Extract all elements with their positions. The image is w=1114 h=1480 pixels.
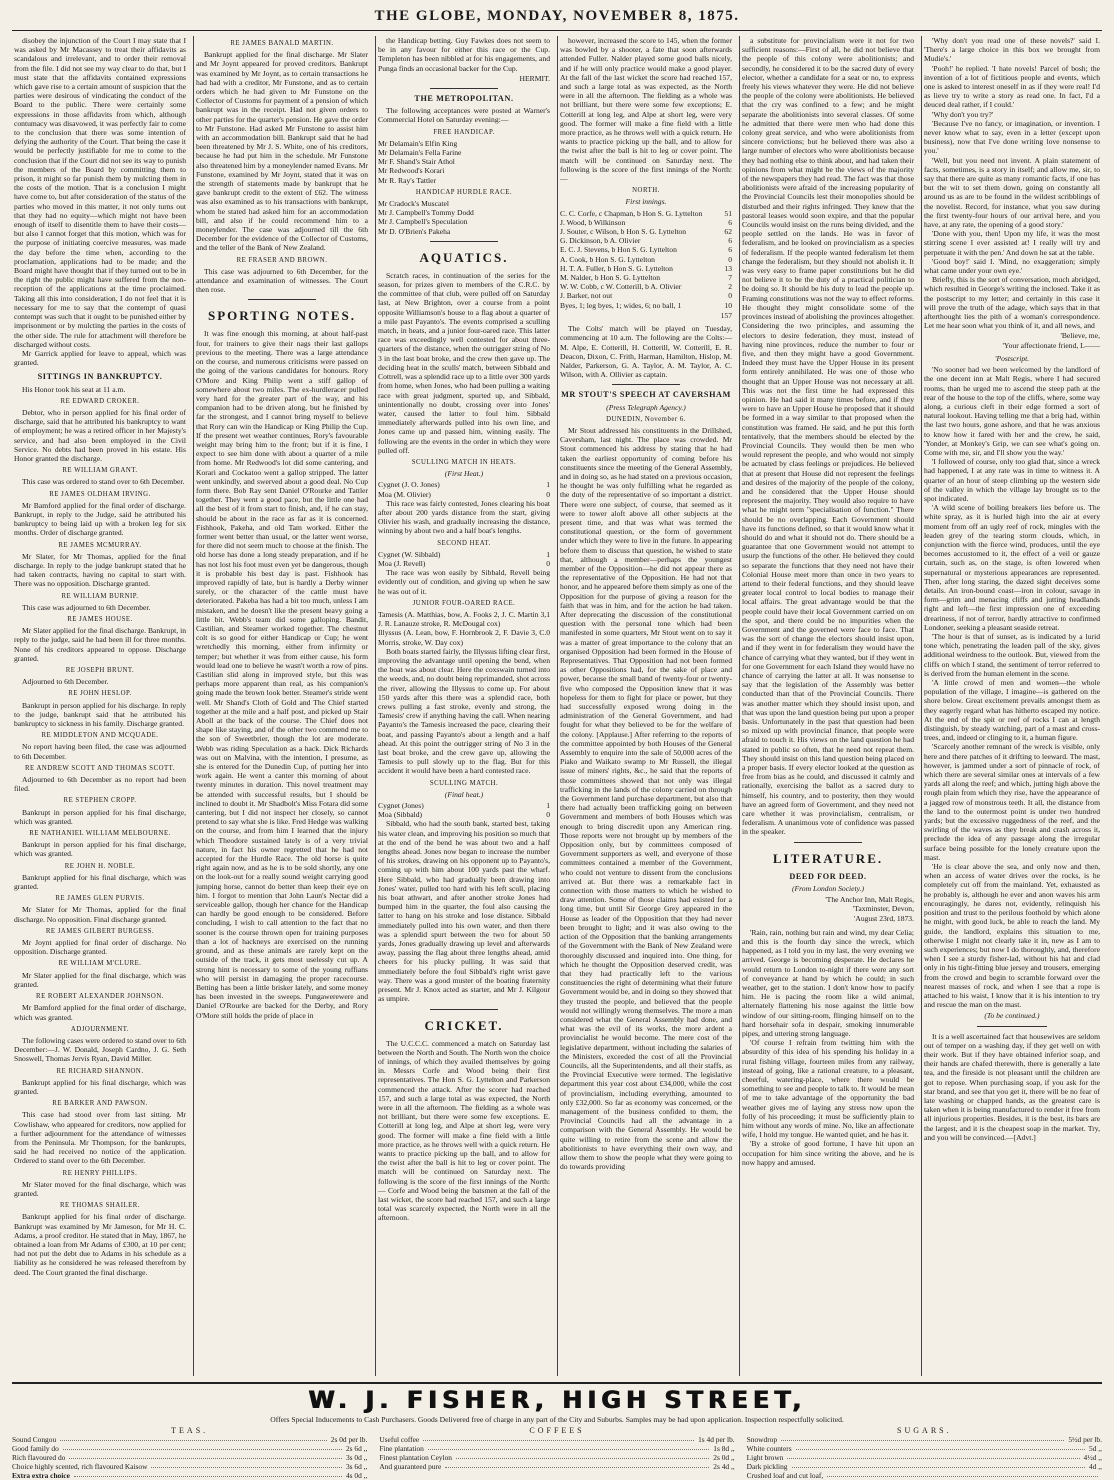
- result-name: W. W. Cobb, c W. Cotterill, b A. Olivier: [560, 282, 682, 292]
- price-row: [12, 1444, 367, 1453]
- case-heading: RE JAMES GLEN PURVIS.: [55, 895, 145, 903]
- price-value: 4s 0d ,,: [345, 1471, 368, 1480]
- result-name: H. T. A. Fuller, b Hon S. G. Lyttelton: [560, 263, 673, 273]
- price-item: Crushed loaf and cut loaf,: [746, 1471, 824, 1480]
- result-value: 0: [546, 489, 550, 499]
- coffees-list: [379, 1435, 734, 1471]
- dot-leader: [787, 1453, 1079, 1459]
- case-text: Mr Bamford applied for the final order of discharge. Bankrupt, in reply to the Judge, said he attributed his bankruptcy to being laid up with a broken leg for six months. Order of discharge granted.: [14, 500, 186, 538]
- result-name: G. Dickinson, b A. Olivier: [560, 236, 641, 246]
- story-closing: 'Believe, me,: [1060, 330, 1100, 340]
- story-text: 'Pooh!' he replied. 'I hate novels! Parcel of bosh; the invention of a lot of fictitious people and events, which one is asked to interest oneself in as if they were real! I'd as lieve try to write a story as read one. In fact, I'd a deuced deal rather, if I could.': [924, 63, 1100, 110]
- case-heading: RE JOHN HESLOP.: [68, 690, 132, 698]
- column-1: [14, 36, 186, 1376]
- case-heading: RE JOSEPH BRUNT.: [65, 667, 135, 674]
- press-agency: (Press Telegraph Agency.): [606, 402, 686, 412]
- divider: [430, 88, 499, 89]
- case-text: Mr Bamford applied for the final order of discharge, which was granted.: [14, 1003, 186, 1022]
- dot-leader: [827, 1471, 1098, 1477]
- case-heading: RE BARKER AND PAWSON.: [52, 1100, 148, 1108]
- case-text: Mr Joynt applied for final order of discharge. No opposition. Discharge granted.: [14, 938, 186, 957]
- coffees-heading: COFFEES: [529, 1426, 585, 1435]
- case-heading: RE JAMES HOUSE.: [67, 615, 133, 623]
- divider: [430, 241, 499, 242]
- price-row: [747, 1462, 1102, 1471]
- case-text: Bankrupt applied for the final discharge. Mr Slater and Mr Joynt appeared for proved creditors. Bankrupt was examined by Mr Joynt, as to certain transactions he had had with a creditor, Mr Funstone, and as to certain orders which he had given to Mr Funstone on the Collector of Customs for payment of a pension of which bankrupt was in the receipt. Had not given orders to other parties for the quarter's pension. He gave the order to Mr Funstone. Had asked Mr Funstone to assist him with an accommodation bill. Bankrupt said that he had been threatened by Mr J. S. White, one of his creditors, because he had put him in the schedule. Mr Funstone also threatened him by a moneylender named Evans. Mr Funstone, examined by Mr Joynt, stated that it was on the strength of statements made by bankrupt that he gave bankrupt credit to the extent of £62. The witness was also examined as to his transactions with bankrupt, whom he stated had asked him for an accommodation bill, and also if he could recommend him to a moneylender. The case was adjourned till the 6th December for the evidence of the Collector of Customs, and the teller of the Bank of New Zealand.: [196, 50, 368, 253]
- price-value: 3s 6d ,,: [345, 1462, 368, 1471]
- story-closing: 'Your affectionate friend, L——: [1002, 340, 1100, 350]
- price-row: [12, 1453, 367, 1462]
- story-text: 'A wild scene of boiling breakers lies before us. The white spray, as it is hurled high into the air at every moment from off an ugly reef of rock, mingles with the leaden grey of the tearing storm clouds, which, in conjunction with the fierce wind, produces, until the eye becomes accustomed to it, the effect of a veil or gauze curtain, such as, on the stage, is often lowered when supernatural or mysterious appearances are represented. Then, after long staring, the dazed sight deceives some details. An iron-bound coast—iron in colour, savage in form—grim and menacing cliffs and jutting headlands right and left—the first impression one of exceeding dreariness, if not of terror, hardly attractive to confirmed Londoner, seeking a pleasant seaside retreat.: [924, 503, 1100, 632]
- divider: [612, 384, 681, 385]
- first-heat-results: [378, 480, 550, 498]
- price-row: [12, 1435, 367, 1444]
- result-row: [378, 810, 550, 819]
- literature-heading: LITERATURE.: [772, 850, 884, 866]
- case-heading: RE WILLIAM GRANT.: [62, 467, 138, 475]
- price-item: White counters: [746, 1444, 792, 1453]
- free-handicap-list: [378, 139, 550, 185]
- result-value: 13: [724, 263, 732, 273]
- stout-speech-cont: a substitute for provincialism were it not for two sufficient reasons:—First of all, he did not believe that the people of this colony were abolitionists; and secondly, he considered it to be the sacred duty of every elector, whether a candidate for a seat or no, to express freely his views whatever they were. He did not believe the people of the colony were abolitionists. He believed that the cry was confined to a few; and he might separate the abolitionists into several classes. Of some he admitted that there were men who had done this colony great service, and who were abolitionists from sincere convictions; but he believed there was also a large number of electors who were abolitionists because they had nothing else to think about, and had taken their opinions from what might be the views of the majority of the newspapers they had read. The fact was that those abolitionists were afraid of the increasing popularity of the Provincial Councils lest their monopolies should be disturbed and their rights infringed. They knew that the pastoral leases would soon expire, and that the popular Councils would insist on the runs being divided, and the people settled on the lands. He was in favor of federalism, and he looked on provincialism as a species of federalism. If the people wanted federalism let them change the federalism, but they should not abolish it. It was very easy to frame paper constitutions but he did not believe it to be the duty of a practical politician to be doing so. It should be his duty to lead the people up. Framing constitutions was not the way to effect reforms. He thought they might consolidate some of the provinces instead of abolishing the provinces altogether. Considering the two principles, and assuming the electors to desire federation, they must, instead of having nine provinces, reduce the number to four or five, and then they might have a good Government. Indeed they must have the Upper House in its present form entirely annihilated. He was one of those who thought that an Upper House was not necessary at all. This was not the first time he had expressed this opinion. He had said it many times before, and if they were to have an Upper House he proposed that it should be formed in a way similar to that proposed when the constitution was framed. He said, and he put this forth tentatively, that the members should be elected by the Provincial Councils. They would then be men who would represent the people, and who would not simply be actuated by class feelings or prejudices. He believed that at present that House did not represent the feelings and desires of the majority of the people of the colony, and he considered that the Upper House should represent the majority. They would also require to have what he might term "specialisation of function." There should be no overlapping. Each Government should have its functions defined, so that it would know what it should do and what it should not do. There should be a guarantee that one Government would not attempt to usurp the functions of the other. He believed they could so separate the functions that they need not have their Colonial House meet more than once in two years to attend to their federal functions, and they should leave greater local control to local bodies to manage their local affairs. The great advantage would be that the people could have their local Government carried on on the spot, and there could be no impurities when the Government and the governed were face to face. That was the sort of change the electors should insist upon, and if they went in for federalism they would have the chance of carrying what they wanted, but if they went in for one Government for each Island they would have no chance of carrying the latter at all. It was nonsense to say that the legislation of the Assembly was better conducted than that of the Provincial Councils. There was another matter which they should insist upon, and that was upon the land question being put upon a proper basis. Unfortunately in the past that question had been so mixed up with provincial finance, that people were afraid to touch it. His views on the land question he had stated in public so often, that he need not repeat them. They should insist on this land question being placed on a proper basis. If every elector looked at the question as free from bias as he could, and discussed it calmly and rationally, exercising the ballot as a sacred duty to himself, his country, and to posterity, then they would have an agreed form of Government, and they need not care whether it was provincialism, centralism, or federalism. A unanimous vote of confidence was passed in the speaker.: [742, 36, 914, 837]
- cricket-text: The U.C.C.C. commenced a match on Saturday last between the North and South. The North won the choice of innings, of which they availed themselves by going in. Messrs Corfe and Wood being their first representatives. The Hon S. G. Lyttelton and Parkerson commenced the attack. After the scorer had reached 157, and such a large total as was expected, the North were in all the afternoon. The fielding as a whole was not brilliant, but there were some few exceptions. E. Cotterill at long leg, and Alpe at short leg, were very good. The former will make a fine field with a little more practice, as he throws well with a quick return. He wants to practice picking up the ball, and to allow for the twist after the ball is hit to leg or cover point. The match will be continued on Saturday next. The following is the score of the first innings of the North:— Corfe and Wood being the batsmen at the fall of the last wicket, the score had reached 157, and such a large total was scarcely expected, the North were in all the afternoon.: [378, 1038, 550, 1223]
- divider: [430, 1009, 499, 1010]
- result-value: 6: [728, 236, 732, 246]
- case-heading: RE THOMAS SHAILER.: [59, 1202, 141, 1210]
- case-heading: RE NATHANIEL WILLIAM MELBOURNE.: [29, 830, 171, 838]
- case-heading: RE RICHARD SHANNON.: [56, 1067, 144, 1075]
- dot-leader: [60, 1435, 327, 1441]
- result-row: [378, 628, 550, 646]
- acceptance-entry: Mr Delamain's Elfin King: [378, 138, 458, 148]
- postscript-label: 'Postscript.: [994, 353, 1030, 363]
- result-value: 1: [546, 480, 550, 490]
- score-row: [560, 291, 732, 300]
- junior-results: [378, 610, 550, 647]
- metropolitan-heading: THE METROPOLITAN.: [414, 94, 514, 104]
- story-address: 'The Anchor Inn, Malt Regis,: [825, 895, 914, 905]
- teas-column: [12, 1426, 367, 1480]
- result-name: M. Nalder, b Hon S. G. Lyttelton: [560, 273, 661, 283]
- column-3: [378, 36, 550, 1376]
- score-row: [560, 245, 732, 254]
- case-text: Bankrupt in person applied for his final discharge, which was granted.: [14, 807, 186, 826]
- result-value: 62: [724, 227, 732, 237]
- case-heading: RE MIDDLETON AND MCQUADE.: [41, 732, 159, 740]
- aquatics-heading: AQUATICS.: [419, 249, 509, 265]
- story-address: 'Taxminster, Devon,: [852, 904, 914, 914]
- case-text: Mr Slater applied for the final discharge. Bankrupt, in reply to the judge, said he had been ill for three months. None of his creditors appeared to oppose. Discharge granted.: [14, 626, 186, 663]
- price-value: 2s 4d ,,: [713, 1462, 735, 1471]
- dot-leader: [781, 1435, 1064, 1441]
- first-heat-label: (First Heat.): [444, 469, 484, 479]
- story-source: (From London Society.): [791, 883, 865, 893]
- first-innings-label: First innings.: [625, 197, 667, 207]
- column-4: [560, 36, 732, 1376]
- case-heading: RE JOHN H. NOBLE.: [64, 862, 136, 870]
- sugars-list: [747, 1435, 1102, 1480]
- price-value: 2s 6d ,,: [345, 1444, 368, 1453]
- aquatics-text: This race was fairly contested, Jones clearing his boat after about 200 yards distance from the start, giving Olivier his wash, and gradually increasing the distance, winning by about two and a half boat's lengths.: [378, 498, 550, 536]
- score-row: [560, 273, 732, 282]
- second-heat-results: [378, 550, 550, 568]
- result-name: Tamesis (A. Matthias, bow, A. Fooks 2, J. C. Martin 3, J. R. Lanauze stroke, R. McDougal cox): [378, 609, 547, 629]
- price-item: Sound Congou: [12, 1435, 57, 1444]
- case-text: Bankrupt in person applied for his discharge. In reply to the judge, bankrupt said that he attributed his bankruptcy to sickness in his family. Discharge granted.: [14, 700, 186, 729]
- result-value: 6: [728, 217, 732, 227]
- result-value: 0: [728, 254, 732, 264]
- final-results: [378, 801, 550, 819]
- sculling-heading: SCULLING MATCH IN HEATS.: [411, 458, 517, 466]
- aquatics-text: Scratch races, in continuation of the series for the season, for prizes given to members of the C.R.C. by the committee of that club, were pulled off on Saturday last, at New Brighton, over a course from a point opposite Williamson's house to a flag about a quarter of a mile past Payanto's. The events comprised a sculling match, in heats, and a junior four-oared race. This latter race was exceedingly well contested for about three-quarters of the distance, when the outrigger string of No 3 in the last boat broke, and the crew then gave up. The deciding heat in the sculls' match, between Sibbald and Cottrell, was a splendid race up to a little over 300 yards from home, when Jones, who had been pulling a waiting race with great judgment, spurted up, and Sibbald, unintentionally no doubt, crossing over into Jones' water, caused the latter to foul him. Sibbald immediately afterwards pulled into his own line, and Jones came up and passed him, winning easily. The following are the events in the order in which they were pulled off.: [378, 270, 550, 455]
- price-row: [12, 1462, 367, 1471]
- story-text: 'A little crowd of men and women—the whole population of the village, I imagine—is gathered on the shore below. Great excitement prevails amongst them as they eagerly regard what has hitherto escaped my notice. At the end of the spit or reef of rocks I can at length distinguish, by steady watching, part of a mast and cross-trees, and, indeed or clinging to it, a human figure.: [924, 678, 1100, 743]
- result-value: 7: [728, 273, 732, 283]
- case-text: Bankrupt applied for his final discharge, which was granted.: [14, 1077, 186, 1096]
- price-value: 5d ,,: [1089, 1444, 1102, 1453]
- result-row: [378, 801, 550, 810]
- price-value: 3s 0d ,,: [345, 1453, 368, 1462]
- price-item: Dark pickling: [746, 1462, 788, 1471]
- case-heading: RE JAMES GILBERT BURGESS.: [45, 927, 155, 935]
- coffees-column: [379, 1426, 734, 1480]
- price-row: [379, 1435, 734, 1444]
- case-text: No report having been filed, the case was adjourned to 6th December.: [14, 742, 186, 761]
- price-item: Good family do: [12, 1444, 59, 1453]
- price-item: Finest plantation Ceylon: [379, 1453, 452, 1462]
- dot-leader: [151, 1462, 342, 1468]
- stout-speech-text: Mr Stout addressed his constituents in the Drillshed, Caversham, last night. The place was crowded. Mr Stout commenced his address by stating that he had taken the earliest opportunity of coming before his constituents since the meeting of the General Assembly, and in doing so, as he had stated on a previous occasion, he thought he was only fulfilling what he regarded as the duty of the representative of so important a district. There were one subject, of course, that seemed as it were to tower aloft above all other subjects at the present time, and that was what was termed the constitutional question, or the form of government under which they were to live in the future. In appearing before them to discuss that question, he wished to state that, although a member—perhaps the youngest member of the Opposition—he did not appear there as the representative of the Opposition. He had not that honor, and he appeared before them simply as one of the Opposition for the purpose of giving a reason for the faith that was in him, and for the action he had taken. After deprecating the discussion of the constitutional question with the personal tone which had been manifested in some quarters, Mr Stout went on to say it was a matter of great importance to the colony that an organised Opposition had been formed in the House of Representatives. That Opposition had not been formed as other Oppositions had, for the sake of place and power, because the small band of twenty-four or twenty-five who composed the Opposition knew that it was hopeless for them to fight for place or power, but they had successfully exposed wrong doing in the administration of the General Government, and had fought for what they believed to be for the welfare of the colony. [Applause.] After referring to the reports of the committee appointed by both Houses of the General Assembly to enquire into the sale of 50,000 acres of the Piako and Waikato swamp to Mr Russell, the illegal issue of miners' rights, &c., he said that the reports of those committees showed that not only was illegal trafficking in the lands of the colony carried on through the Government land purchase department, but also that there had actually been trafficking going on between Government and members of both Houses which was enough to bring discredit upon any American ring. Those reports were not brought up by members of the Opposition only, but by committees composed of Government supporters as well, and everyone of those committees contained a member of the Government, who could not venture to dissent from the conclusions arrived at. But there was a remarkable fact in connection with those matters to which he wished to draw attention. Some of those claims had existed for a long time, but until Sir George Grey appeared in the House as leader of the Opposition that they had never been brought to light; and it was also owing to the action of the Opposition that the banking arrangements of the Government with the Bank of New Zealand were thoroughly discussed and inquired into. One thing, for which he thought the Opposition deserved credit, was that they had practically left to the various constituencies the right of determining what their future Government would be, and in doing so they showed that they trusted the people, and believed that the people would not willingly wrong themselves. The more a man considered what the General Assembly had done, and what was the evil of its works, the more ardent a provincialist he would become. The mere cost of the legislative department, without including the salaries of the Ministers, exceeded the cost of all the Provincial Councils, all the Superintendents, and all their staffs, as the Provincial Executive were termed. The legislative department this year cost about £34,000, while the cost of provincialism, including everything, amounted to only £32,000. So far as economy was concerned, or the management of the business confided to them, the Provincial Councils had all the advantage in a comparison with the General Assembly. He would be quite willing to retire from the scene and allow the abolitionists to have everything their own way, and allow them to show the people what they were going to do towards providing: [560, 425, 732, 1172]
- cricket-text-cont: however, increased the score to 145, when the former was bowled by a shooter, a fate that soon afterwards attended Fuller. Nalder played some good balls nicely, and if he will only practice would make a good player. At the fall of the last wicket the score had reached 157, and such a large total as was expected, as the North were in all the afternoon. The fielding as a whole was not brilliant, but there were some few exceptions; E. Cotterill at long leg, and Alpe at short leg, were very good. The former will make a fine field with a little more practice, as he throws well with a quick return. He wants to practice picking up the ball, and to allow for the twist after the ball is hit to leg or cover point. The match will be continued on Saturday next. The following is the score of the first innings of the North:—: [560, 36, 732, 184]
- fisher-advertisement: [12, 1382, 1102, 1480]
- result-name: Illyssus (A. Lean, bow, F. Hornbrook 2, F. Davie 3, C. Morris, stroke, W. Day cox): [378, 628, 547, 647]
- dot-leader: [423, 1435, 694, 1441]
- masthead-rule: [12, 30, 1102, 31]
- cricket-heading: CRICKET.: [424, 1017, 504, 1033]
- story-text: 'Scarcely another remnant of the wreck is visible, only here and there patches of it drifting to leeward. The mast, however, is jammed under a sort of pinnacle of rock, of which there are several similar ones at intervals of a few yards all along the reef; and which, jutting high above the rough plain from which they rise, have the appearance of a jagged row of monstrous teeth. It all, the distance from the land to the outermost point is under two hundred yards; but the excessive ruggedness of the reef, and the swirling of the waves as they break and crash across it, preclude the idea of any passage along the irregular surface being possible for the lonely creature upon the mast.: [924, 742, 1100, 862]
- acceptance-entry: Mr F. Shand's Stair Athol: [378, 157, 455, 167]
- sittings-heading: SITTINGS IN BANKRUPTCY.: [37, 372, 163, 382]
- result-row: [378, 559, 550, 568]
- case-heading: ADJOURNMENT.: [70, 1025, 130, 1033]
- price-value: 1s 8d ,,: [713, 1444, 735, 1453]
- dot-leader: [456, 1453, 709, 1459]
- result-name: Moa (Sibbald): [378, 810, 423, 820]
- result-value: 10: [724, 300, 732, 310]
- case-text: Mr Slater moved for the final discharge, which was granted.: [14, 1179, 186, 1198]
- result-row: [378, 480, 550, 489]
- price-value: 1s 4d per lb.: [698, 1435, 735, 1444]
- sporting-heading: SPORTING NOTES.: [207, 308, 356, 324]
- price-item: Choice highly scented, rich flavoured Kaisow: [12, 1462, 148, 1471]
- junior-heading: JUNIOR FOUR-OARED RACE.: [412, 599, 516, 607]
- result-value: 1: [546, 801, 550, 811]
- case-text: Mr Slater applied for the final discharge, which was granted.: [14, 970, 186, 989]
- price-item: Extra extra choice: [12, 1471, 70, 1480]
- case-text: This case was adjourned to 6th December, for the attendance and examination of witnesses. The Court then rose.: [196, 266, 368, 295]
- stout-heading: MR STOUT'S SPEECH AT CAVERSHAM: [561, 390, 731, 400]
- story-text: 'The hour is that of sunset, as is indicated by a lurid tone which, penetrating the leaden pall of the sky, gives additional weirdness to the outlook. But, viewed from the cliffs on which I stand, the sentiment of terror referred to is derived from the human element in the scene.: [924, 632, 1100, 678]
- score-row: [560, 227, 732, 236]
- result-value: 1: [546, 609, 550, 619]
- story-text: Briefly, this is the sort of conversation, much abridged, which resulted in George's writing the inclosed. Take it as the postscript to my letter; and certainly in this case it will prove the truth of the adage, which says that in that afterthought lies the pith of a woman's correspondence. Let me hear soon what you think of it, and all news, and: [924, 275, 1100, 331]
- sugars-heading: SUGARS.: [897, 1426, 952, 1435]
- story-text: 'He is clear above the sea, and only now and then, when an access of water drives over the rocks, is he completely cut off from the mainland. Yet, exhausted as he probably is, although he ever and anon waves his arm encouragingly, he dares not, evidently, relinquish his position and trust to the perilous foothold by which alone he might, with good luck, be able to reach the land. My guide, the landlord, explains this situation to me, otherwise I might not clearly take it in, new as I am to such experiences; but now I do thoroughly, and, therefore when I see a sturdy fisher-lad, without his hat and clad only in his tight-fitting blue jersey and trousers, emerging from the crowd and begin to scramble forward over the nearest masses of rock, and when I see that a rope is attached to his waist, I know that it is his intention to try and rescue the man on the mast.: [924, 862, 1100, 1010]
- result-name: Moa (J. Revell): [378, 558, 426, 568]
- score-row: [560, 282, 732, 291]
- result-name: A. Cook, b Hon S. G. Lyttelton: [560, 254, 655, 264]
- dot-leader: [74, 1471, 342, 1477]
- story-date: 'August 23rd, 1873.: [853, 914, 914, 924]
- result-value: 6: [728, 245, 732, 255]
- story-text: 'Good boy!' said I. 'Mind, no exaggeration; simply what came under your own eye.': [924, 256, 1100, 276]
- result-value: 0: [546, 628, 550, 638]
- case-heading: RE JAMES MCMURRAY.: [58, 541, 142, 549]
- score-row: [560, 218, 732, 227]
- case-text: Debtor, who in person applied for his final order of discharge, said that he attributed his bankruptcy to want of employment; he was a retired officer in her Majesty's service, and had also been employed in the Civil Service. No debts had been proved in his estate. His Honor granted the discharge.: [14, 407, 186, 463]
- score-row: [560, 264, 732, 273]
- scorecard: [560, 209, 732, 310]
- result-value: 0: [546, 810, 550, 820]
- price-value: 5½d per lb.: [1068, 1435, 1102, 1444]
- result-name: Cygnet (W. Sibbald): [378, 549, 441, 559]
- case-text: The following cases were ordered to stand over to 6th December:—J. W. Donald, Joseph Cardno, J. G. Seth Snoswell, Thomas Jervis Ryan, David Miller.: [14, 1035, 186, 1064]
- case-heading: RE WILLIAM M'CLURE.: [58, 960, 142, 968]
- story-text: 'Why don't you read one of these novels?' said I. 'There's a large choice in this box we brought from Mudie's.': [924, 36, 1100, 64]
- result-row: [378, 550, 550, 559]
- dot-leader: [428, 1444, 709, 1450]
- divider: [794, 842, 863, 843]
- judgment-text: disobey the injunction of the Court I may state that I was asked by Mr Macassey to treat their affidavits as scandalous and irrelevant, and to order their removal from the file. I did not see my way clear to do that, but I must state that the affidavits contained expressions which gave rise to a certain amount of suspicion that the parties were desirous of vindicating the conduct of the Board to the public. There were certainly some expressions in those affidavits from which, although contumacy was disavowed, it was perfectly fair to come to the conclusion that there was some intention of defying the authority of the Court. That being the case it would be perfectly justifiable for me to come to the conclusion that if the Court did not see its way to punish the members of the Board by committing them to prison, it might so far punish them by mulcting them in the costs of the motion. That is a conclusion I might have come to, but after consideration of the status of the parties who moved in this matter, it not only turns out that they had no equity—which might not have been enough of itself to disentitle them to have their costs—but also I cannot forget that this motion, which was for the purpose of initiating coercive measures, was made the day before the time when, according to the proclamation, applications had to be made; and the Board might have thought that if they turned out to be in the right the public might have suffered from the non-reception of the applications at the time proclaimed. Taking all this into consideration, I do not feel that it is necessary for me to say that the contempt of quasi contempt was such that it ought to be punished either by imprisonment or by mulcting the parties in the costs of the other side. The rule for attachment will therefore be discharged without costs.: [14, 36, 186, 349]
- price-item: Light brown: [746, 1453, 784, 1462]
- case-heading: RE WILLIAM BURNIP.: [61, 592, 139, 600]
- price-item: Snowdrop: [746, 1435, 778, 1444]
- result-name: Cygnet (J. O. Jones): [378, 480, 440, 490]
- sporting-text-cont: the Handicap betting. Guy Fawkes does not seem to be in any favour for either this race or the Cup. Templeton has been nibbled at for his engagements, and Punga finds an occasional backer for the Cup.: [378, 36, 550, 73]
- acceptance-entry: Mr Redwood's Korari: [378, 166, 445, 176]
- case-text: This case had stood over from last sitting. Mr Cowlishaw, who appeared for creditors, now applied for a further adjournment for the attendance of witnesses from the Peninsula. Mr Thompson, for the bankrupts, said he had received no notice of the application. Ordered to stand over to the 6th December.: [14, 1110, 186, 1166]
- sugars-column: [747, 1426, 1102, 1480]
- case-text: Mr Slater for Mr Thomas, applied for the final discharge. No opposition. Final discharge granted.: [14, 905, 186, 924]
- aquatics-text: The race was won easily by Sibbald, Revell being evidently out of condition, and giving up when he saw he was out of it.: [378, 568, 550, 596]
- price-row: [12, 1471, 367, 1480]
- case-heading: RE STEPHEN CROPP.: [63, 797, 137, 805]
- price-value: 4½d ,,: [1083, 1453, 1102, 1462]
- metropolitan-intro: The following acceptances were posted at Warner's Commercial Hotel on Saturday evening:—: [378, 106, 550, 125]
- story-text: 'Well, but you need not invent. A plain statement of facts, sometimes, is a story in itself; and allow me, sir, to say that there are quite as many romantic facts, if one has but the wit to set them down, going on constantly all around us as are to be found in the wildest scribblings of the novelist. Record, for instance, what you saw during the first twenty-four hours of our arrival here, and you have, at any rate, the opening of a good story.': [924, 155, 1100, 230]
- signature: HERMIT.: [519, 73, 550, 83]
- acceptance-entry: Mr Cradock's Muscatel: [378, 199, 449, 209]
- case-heading: RE JAMES OLDHAM IRVING.: [49, 490, 151, 498]
- score-total: 157: [720, 310, 732, 320]
- result-value: 0: [546, 558, 550, 568]
- advert-title: W. J. FISHER, HIGH STREET,: [307, 1386, 807, 1414]
- dot-leader: [63, 1444, 342, 1450]
- story-title: DEED FOR DEED.: [789, 871, 867, 881]
- story-text: 'I followed of course, only too glad that, since a wreck had happened, I at any rate was in time to witness it. A quarter of an hour of steep climbing up the western side of the valley in which the village lay brought us to the spot indicated.: [924, 457, 1100, 503]
- case-heading: RE ANDREW SCOTT AND THOMAS SCOTT.: [24, 764, 176, 772]
- case-text: Bankrupt in person applied for his final discharge, which was granted.: [14, 840, 186, 859]
- hurdle-list: [378, 199, 550, 236]
- aquatics-text: Sibbald, who had the south bank, started best, taking his water clean, and improving his position so much that at the end of the bend he was about two and a half lengths ahead. Jones now began to increase the number of his strokes, drawing on his opponent up to Payanto's, coming up with him about 100 yards past the wharf. Here Sibbald, who had gradually been drawing into Jones' water, pulled too hard with his left scull, placing his boat athwart, and after another stroke Jones had bumped him in the quarter, the foul also causing the latter to hang on his stroke and lose distance. Sibbald immediately pulled into his own water, and then there was a splendid spurt between the two for about 50 yards, Jones gradually drawing up level and afterwards away, passing the flag about three lengths ahead, amid cheers for his plucky pulling. It was said that immediately before the foul Sibbald's right wrist gave way. There was a good muster of the boating fraternity present. Mr J. Knox acted as starter, and Mr J. Kilgour as umpire.: [378, 819, 550, 1004]
- to-be-continued: (To be continued.): [984, 1011, 1040, 1021]
- story-text: 'Why don't you try?': [932, 109, 994, 119]
- price-item: Rich flavoured do: [12, 1453, 66, 1462]
- result-value: 2: [728, 282, 732, 292]
- bankruptcy-cases: [14, 397, 186, 1277]
- story-text: 'Because I've no fancy, or imagination, or invention. I never know what to say, even in a letter (except upon business), now that I've done writing love nonsense to you.': [924, 118, 1100, 156]
- story-text: 'Done with you, then! Upon my life, it was the most stirring scene I ever assisted at! I really will try and perpetuate it with the pen.' And down he sat at the table.: [924, 229, 1100, 257]
- price-item: Useful coffee: [379, 1435, 420, 1444]
- price-row: [379, 1453, 734, 1462]
- result-name: Moa (M. Olivier): [378, 489, 431, 499]
- story-text: 'Of course I refrain from twitting him with the absurdity of this idea of his spending his holiday in a rural fishing village, fourteen miles from any railway, instead of going, like a rational creature, to a pleasant, cheerful, watering-place, where there would be something to see and people to talk to. It would be mean of me to take advantage of the opportunity the bad weather gives me of laying any stress now upon the folly of his proceeding; it must be sufficiently plain to him without any words of mine. No, like an affectionate wife, I hold my tongue. He wanted quiet, and he has it.: [742, 1038, 914, 1140]
- masthead: THE GLOBE, MONDAY, NOVEMBER 8, 1875.: [374, 8, 740, 24]
- result-value: 1: [546, 549, 550, 559]
- result-value: 0: [728, 291, 732, 301]
- result-name: J. Wood, b Wilkinson: [560, 217, 626, 227]
- price-value: 4d ,,: [1089, 1462, 1102, 1471]
- acceptance-entry: Mr J. Campbell's Tommy Dodd: [378, 208, 474, 218]
- column-5: [742, 36, 914, 1376]
- story-text: 'By a stroke of good fortune, I have hit upon an occupation for him since writing the above, and he is now happy and amused.: [742, 1139, 914, 1167]
- price-row: [379, 1444, 734, 1453]
- acceptance-entry: Mr D. O'Brien's Pakeha: [378, 226, 451, 236]
- acceptance-entry: Mr J. Campbell's Speculation: [378, 217, 468, 227]
- score-row: [560, 236, 732, 245]
- score-row: [560, 301, 732, 310]
- case-text: Mr Slater, for Mr Thomas, applied for the final discharge. In reply to the judge bankrupt stated that he had taken contracts, having no capital to start with. There was no opposition. Discharge granted.: [14, 551, 186, 589]
- case-heading: RE JAMES BANALD MARTIN.: [230, 40, 334, 47]
- second-heat-label: SECOND HEAT.: [437, 539, 491, 547]
- acceptance-entry: Mr Delamain's Fella Farine: [378, 148, 462, 158]
- case-text: This case was ordered to stand over to 6th December.: [22, 477, 185, 487]
- case-text: Bankrupt applied for his final discharge, which was granted.: [14, 872, 186, 892]
- north-heading: NORTH.: [632, 187, 660, 195]
- story-text: 'Rain, rain, nothing but rain and wind, my dear Celia; and this is the fourth day since the wreck, which happened, as I told you in my last, the very evening we arrived. George is becoming desperate. He declares he would return to London to-night if there were any sort of conveyance at hand by which he could; in such weather, get to the station. I don't know how to pacify him. He is pacing the room like a wild animal, alternately flattening his nose against the little bow window of our sitting-room, flinging himself on to the hard horsehair sofa in despair, smoking innumerable pipes, and uttering strong language.: [742, 927, 914, 1038]
- case-heading: RE ROBERT ALEXANDER JOHNSON.: [36, 993, 164, 1001]
- teas-heading: TEAS.: [171, 1426, 209, 1435]
- price-row: [747, 1453, 1102, 1462]
- free-handicap-heading: FREE HANDICAP.: [433, 128, 495, 136]
- sporting-text: It was fine enough this morning, at about half-past four, for trainers to give their nags their last gallops previous to the meeting. There was a large attendance on the course, and numerous criticisms were passed on the going of the various candidates for honours. Rory O'More and King Philip went a stiff gallop of somewhere about two miles. The ex-hurdleracer pulled very hard for the greater part of the way, and his companion had to be driven along, but he finished by far the strongest, and I cannot bring myself to believe that Rory can win the Handicap or King Philip the Cup. If the present wet weather continues, Rory's favourable weight may bring him to the front; but if it is fine, I expect to see him done with about a quarter of a mile from home. Mr Redwood's lot did some cantering, and Korari and Cockatoo went a gallop stripped. The latter went unkindly, and swerved about a good deal. No Cup form there. Bob Ray sent Daniel O'Rourke and Tattler together. They went a good pace, but the little one had all the best of it from start to finish, and, if he can stay, should be about in the race as far as it is concerned. Fishhook, Pakeha, and old Tam worked. Either the former went better than usual, or the latter went worse, for there did not seem much to choose at the finish. The old horse has done a long steady preparation, and if he has not lost his foot must even yet be dangerous, though it is probable his best day is past. Fishhook has improved rapidly of late, but is hardly a Derby winner surely, or the character of the cattle must have deteriorated. Pakeha has had a bit too much, unless I am mistaken, and he doesn't like the present heavy going a little bit. Webb's team did some galloping. Bandit, Castilian, and Steamer worked together. The chestnut colt is so good for either Handicap or Cup; he went wretchedly this morning, either from infirmity or temper; but whether it was from either cause, his form would lead one to believe he wasn't worth a row of pins. Castilian slid along in improved style, but this was perhaps more apparent than real, as his companion's going made the brown look better. Steamer's stride went well. Mr Shand's Cloth of Gold and The Chief started together at the mile and a half post, and picked up Stair Aboll at the back of the course. The Chief does not shape like staying, and of the other two commend me to the son of Sweetbrier, though the lot are moderate. Webb was riding Speculation as a hack. Dick Richards was out on Malvina, with the intention, I presume, as she is entered for the Dunedin Cup, of putting her into work again. He went a canter this morning of about twenty minutes in duration. This novel treatment may be attended with successful results, but I should be inclined to doubt it. Mr Shadbolt's Miss Fotara did some cantering, but I did not inspect her closely, so cannot pretend to say what she is like. Fred Hedge was walking on the course, and from him I learned that the injury which Theodore sustained lately is of a very trivial nature, in fact his owner regretted that he had not accepted for the Hurdle Race. The old horse is quite right again now, and as he is to be sold shortly, any one on the look-out for a really sound weight carrying good jumping horse, cannot do better than keep their eye on him. I forgot to mention that John Laun's Nectar did a serviceable gallop, though her chance for the Handicap can hardly be good enough to be considered. Before concluding, I wish to call attention to the fact that no sooner is the course thrown open for training purposes than a lot of hackneys are exercised on the running ground, and as these animals are rarely kept on the outside of the track, it gets most uselessly cut up. A strong hint is necessary to some of the young ruffians who will persist in damaging the proper racecourse. Betting has been a little brisker lately, and some money has been invested in the sweeps. Pungawerewere and Daniel O'Rourke are backed for the Derby, and Rory O'More still holds the pride of place in: [196, 329, 368, 1020]
- advert-subtitle: Offers Special Inducements to Cash Purchasers. Goods Delivered free of charge in any part of the City and Suburbs. Samples may be had upon application. Inspection respectfully solicited.: [270, 1415, 844, 1424]
- result-value: 51: [724, 208, 732, 218]
- column-2: [196, 36, 368, 1376]
- price-row: [747, 1435, 1102, 1444]
- case-heading: RE FRASER AND BROWN.: [236, 256, 328, 264]
- soap-advert-text: It is a well ascertained fact that housewives are seldom out of temper on a washing day, if they get well on with their work. But if they have obtained inferior soap, and their hands are chafed therewith, there is generally a late tea, and the fireside is not pleasant until the children are got to repose. When purchasing soap, if you ask for the star brand, and see that you get it, there will be no fear of late washing or chapped hands, as the greatest care is taken when it is being manufactured to render it free from all injurious properties. Besides, it is the best, its bars are the largest, and it is the cheapest soap in the market. Try, and you will be convinced.—[Advt.]: [924, 1031, 1100, 1142]
- price-row: [379, 1462, 734, 1471]
- score-row: [560, 209, 732, 218]
- dot-leader: [792, 1462, 1086, 1468]
- teas-list: [12, 1435, 367, 1480]
- case-text: Adjourned to 6th December.: [22, 677, 109, 687]
- price-value: 2s 0d ,,: [713, 1453, 735, 1462]
- result-row: [378, 610, 550, 628]
- price-value: 2s 0d per lb.: [330, 1435, 368, 1444]
- result-name: Cygnet (Jones): [378, 801, 424, 811]
- result-name: Byes, 1; leg byes, 1; wides, 6; no ball, 1: [560, 300, 682, 310]
- case-text: This case was adjourned to 6th December.: [22, 602, 151, 612]
- case-heading: RE HENRY PHILLIPS.: [62, 1169, 138, 1177]
- result-name: J. Souter, c Wilson, b Hon S. G. Lyttelton: [560, 227, 687, 237]
- divider: [977, 1026, 1047, 1027]
- result-row: [378, 490, 550, 499]
- aquatics-text: Both boats started fairly, the Illyssus lifting clear first, improving the advantage until opening the bend, when the boat was about clear. Here the coxswain turned into the weeds, and, no doubt being reprimanded, shot across the river, allowing the Illyssus to come up. For about 150 yards after this there was a splendid race, both crews pulling a fast stroke, evenly and strong, the Tamesis' crew if anything having the call. When nearing Payanto's the Tamesis increased the pace, clearing their boat, and passing Payanto's about a length and a half ahead. At this point the outrigger string of No 3 in the last boat broke, and the crew gave up, allowing the Tamesis to pull slowly up to the flag. But for this accident it would have been a hard contested race.: [378, 646, 550, 776]
- dot-leader: [445, 1462, 709, 1468]
- colts-text: The Colts' match will be played on Tuesday, commencing at 10 a.m. The following are the Colts:—M. Alpe, E. Cotterill, H. Cotterill, W. Cotterill, E. R. Deacon, Dixon, C. Frith, Harman, Hamilton, Hislop, M. Nalder, Parkerson, G. A. Taylor, A. M. Taylor, A. C. Wilson, with A. Ollivier as captain.: [560, 324, 732, 380]
- score-row: [560, 255, 732, 264]
- dot-leader: [796, 1444, 1085, 1450]
- story-text: 'No sooner had we been welcomed by the landlord of the one decent inn at Malt Regis, where I had secured rooms, than he urged me to ascend the steep path at the rear of the house to the top of the cliffs, where, some way along, a curious cleft in their edge formed a sort of natural lookout. Having telling me that a brig had, within the last two hours, gone ashore, and that he was anxious to know how it fared with her and the crew, he said, 'Yonder, at Monkey's Grip, we can see what's going on. Come with me, sir, and I'll show you the way.': [924, 365, 1100, 457]
- result-name: E. C. J. Stevens, b Hon S. G. Lyttelton: [560, 245, 677, 255]
- column-6: [924, 36, 1100, 1376]
- price-item: Fine plantation: [379, 1444, 424, 1453]
- case-text: Bankrupt applied for his final order of discharge. Bankrupt was examined by Mr Jameson, for Mr H. C. Adams, a proof creditor. He stated that in May, 1867, he obtained a loan from Mr Adams of £300, at 10 per cent; had not put the debt due to Adams in his schedule as a liability as he considered he was released therefrom by deed. The Court granted the final discharge.: [14, 1212, 186, 1277]
- case-text: Adjourned to 6th December as no report had been filed.: [14, 775, 186, 794]
- case-heading: RE EDWARD CROKER.: [60, 397, 140, 405]
- divider: [248, 299, 317, 300]
- result-name: J. Barker, not out: [560, 291, 613, 301]
- price-row: [747, 1471, 1102, 1480]
- result-name: C. C. Corfe, c Chapman, b Hon S. G. Lyttelton: [560, 208, 703, 218]
- acceptance-entry: Mr R. Ray's Tattler: [378, 175, 437, 185]
- final-heat-label: (Final heat.): [444, 789, 484, 799]
- price-item: And guaranteed pure: [379, 1462, 442, 1471]
- dot-leader: [69, 1453, 342, 1459]
- sittings-intro: His Honor took his seat at 11 a.m.: [22, 384, 126, 394]
- final-heading: SCULLING MATCH.: [429, 779, 499, 787]
- dateline: DUNEDIN, November 6.: [606, 415, 686, 423]
- hurdle-heading: HANDICAP HURDLE RACE.: [415, 188, 513, 196]
- price-row: [747, 1444, 1102, 1453]
- appeal-text: Mr Garrick applied for leave to appeal, which was granted.: [14, 348, 186, 368]
